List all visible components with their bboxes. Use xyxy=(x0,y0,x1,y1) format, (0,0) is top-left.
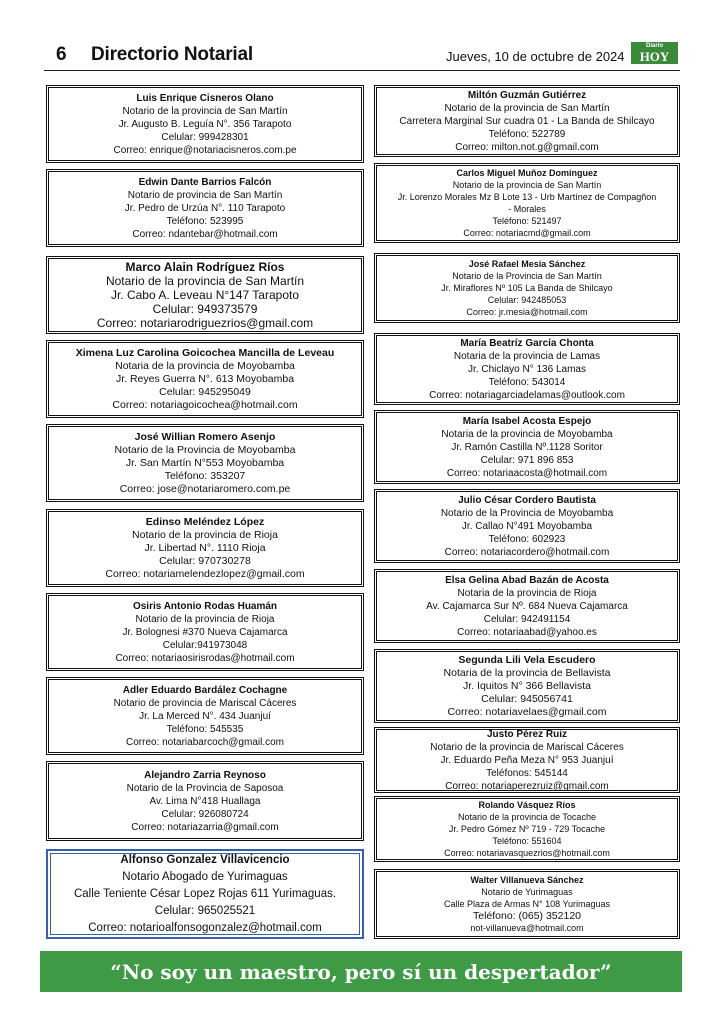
notary-phone: Celular: 949373579 xyxy=(152,302,258,316)
notary-phone: Celular: 926080724 xyxy=(161,808,249,820)
notary-phone: Celular: 945056741 xyxy=(481,692,573,705)
notary-title: Notaria de la provincia de Rioja xyxy=(457,587,597,599)
notary-title: Notario de la provincia de Rioja xyxy=(132,528,278,541)
notary-card xyxy=(46,509,364,587)
notary-address: Jr. Pedro Gómez Nº 719 - 729 Tocache xyxy=(448,824,606,834)
notary-title: Notario de Yurimaguas xyxy=(481,887,573,897)
notary-title: Notaria de la provincia de Bellavista xyxy=(443,666,611,679)
notary-address: Jr. Libertad N°. 1110 Rioja xyxy=(144,541,266,554)
notary-title: Notario de la provincia de Tocache xyxy=(458,812,596,822)
notary-name: José Willian Romero Asenjo xyxy=(134,430,276,443)
notary-name: Walter Villanueva Sánchez xyxy=(470,875,584,885)
notary-title: Notario Abogado de Yurimaguas xyxy=(122,870,288,883)
notary-name: Carlos Miguel Muñoz Domínguez xyxy=(456,168,598,178)
notary-name: Miltón Guzmán Gutiérrez xyxy=(467,89,587,101)
notary-name: Adler Eduardo Bardález Cochagne xyxy=(122,684,288,696)
notary-email: Correo: notariazarria@gmail.com xyxy=(131,821,279,833)
notary-email: Correo: jr.mesia@hotmail.com xyxy=(466,307,588,317)
notary-address: Jr. Pedro de Urzúa N°. 110 Tarapoto xyxy=(124,202,286,214)
notary-email: Correo: notariagarciadelamas@outlook.com xyxy=(429,389,625,401)
notary-title: Notario de provincia de Mariscal Cáceres xyxy=(113,697,297,709)
notary-phone: Celular: 945295049 xyxy=(159,385,251,398)
notary-name: José Rafael Mesía Sánchez xyxy=(468,259,586,269)
newspaper-logo xyxy=(631,42,678,64)
notary-card xyxy=(374,253,680,323)
notary-name: Julio César Cordero Bautista xyxy=(458,494,596,506)
notary-phone: Celular: 942491154 xyxy=(483,613,571,625)
notary-card xyxy=(374,649,680,723)
notary-card xyxy=(46,256,364,334)
notary-name: Justo Pérez Ruiz xyxy=(486,728,568,740)
notary-email: Correo: notariacmd@gmail.com xyxy=(463,228,591,238)
notary-title: Notario de la provincia de San Martín xyxy=(444,102,610,114)
notary-name: Ximena Luz Carolina Goicochea Mancilla de Leveau xyxy=(75,346,335,359)
notary-card xyxy=(46,593,364,671)
notary-phone: Celular: 942485053 xyxy=(487,295,567,305)
notary-address: Jr. Miraflores Nº 105 La Banda de Shilcayo xyxy=(441,283,613,293)
notary-phone: Celular: 965025521 xyxy=(154,904,256,917)
notary-title: Notaria de la provincia de Moyobamba xyxy=(441,428,613,440)
notary-address: Av. Lima N°418 Huallaga xyxy=(149,795,261,807)
notary-email: Correo: notariaabad@yahoo.es xyxy=(457,626,597,638)
notary-email: not-villanueva@hotmail.com xyxy=(470,923,584,933)
notary-address: Av. Cajamarca Sur Nº. 684 Nueva Cajamarca xyxy=(426,600,628,612)
notary-name: Rolando Vásquez Ríos xyxy=(478,800,576,810)
notary-phone: Teléfono: 521497 xyxy=(492,216,562,226)
notary-address: Jr. Chiclayo N° 136 Lamas xyxy=(468,363,586,375)
notary-title: Notario de la provincia de Mariscal Cáceres xyxy=(430,741,624,753)
notary-card xyxy=(374,869,680,939)
notary-title: Notario de provincia de San Martín xyxy=(127,189,283,201)
notary-email: Correo: notariaosirisrodas@hotmail.com xyxy=(115,652,295,664)
notary-address: Calle Plaza de Armas N° 108 Yurimaguas xyxy=(443,899,611,909)
notary-email: Correo: ndantebar@hotmail.com xyxy=(132,228,278,240)
notary-phone: Teléfono: 602923 xyxy=(488,533,566,545)
notary-card xyxy=(374,85,680,157)
notary-phone: Teléfono: 523995 xyxy=(166,215,244,227)
notary-email: Correo: notariavelaes@gmail.com xyxy=(447,705,607,718)
footer-quote-banner xyxy=(40,951,682,992)
notary-card xyxy=(46,677,364,755)
notary-card xyxy=(374,489,680,563)
notary-name: Edwin Dante Barrios Falcón xyxy=(138,176,272,188)
logo-big-text: HOY xyxy=(639,49,670,64)
notary-title: Notaria de la provincia de Moyobamba xyxy=(115,359,295,372)
notary-phone: Teléfono: 551604 xyxy=(492,836,562,846)
notary-title: Notario de la provincia de San Martín xyxy=(105,274,305,288)
notary-title: Notario de la Provincia de Moyobamba xyxy=(440,507,614,519)
notary-address: Jr. San Martín N°553 Moyobamba xyxy=(125,456,285,469)
notary-name: Marco Alain Rodríguez Ríos xyxy=(125,260,285,274)
notary-email: Correo: notariagoicochea@hotmail.com xyxy=(112,398,298,411)
notary-title: Notaria de la provincia de Lamas xyxy=(453,350,601,362)
notary-card xyxy=(46,340,364,418)
notary-name: Luis Enrique Cisneros Olano xyxy=(136,92,274,104)
notary-email: Correo: notariaacosta@hotmail.com xyxy=(446,467,608,479)
notary-card xyxy=(46,424,364,502)
notary-name: María Isabel Acosta Espejo xyxy=(462,415,592,427)
notary-name: María Beatríz García Chonta xyxy=(460,337,594,349)
notary-card xyxy=(46,169,364,247)
notary-phone: Teléfono: (065) 352120 xyxy=(473,910,581,922)
notary-phone: Celular: 971 896 853 xyxy=(480,454,574,466)
notary-name: Alfonso Gonzalez Villavicencio xyxy=(120,853,290,866)
notary-title: Notario de la provincia de San Martín xyxy=(122,105,288,117)
notary-address: Jr. Augusto B. Leguía N°. 356 Tarapoto xyxy=(118,118,292,130)
notary-name: Osiris Antonio Rodas Huamán xyxy=(132,600,278,612)
notary-phone: Celular: 970730278 xyxy=(159,554,251,567)
notary-email: Correo: notariaperezruiz@gmail.com xyxy=(445,780,609,792)
notary-title: Notario de la Provincia de San Martín xyxy=(452,271,602,281)
notary-address: Jr. Eduardo Peña Meza N° 953 Juanjuí xyxy=(440,754,614,766)
notary-name: Segunda Lili Vela Escudero xyxy=(458,653,596,666)
notary-email: Correo: notariavasquezrios@hotmail.com xyxy=(444,848,610,858)
notary-email: Correo: notariamelendezlopez@gmail.com xyxy=(105,567,305,580)
notary-card xyxy=(46,761,364,841)
notary-address-cont: - Morales xyxy=(508,204,546,214)
notary-name: Elsa Gelina Abad Bazán de Acosta xyxy=(445,574,609,586)
notary-email: Correo: notariarodriguezrios@gmail.com xyxy=(96,316,314,330)
notary-email: Correo: jose@notariaromero.com.pe xyxy=(119,482,291,495)
notary-title: Notario de la provincia de Rioja xyxy=(135,613,275,625)
notary-address: Jr. Callao N°491 Moyobamba xyxy=(461,520,593,532)
notary-phone: Teléfono: 522789 xyxy=(488,128,566,140)
section-title: Directorio Notarial xyxy=(91,44,253,65)
notary-card xyxy=(374,569,680,643)
notary-title: Notario de la Provincia de Saposoa xyxy=(126,782,284,794)
notary-phone: Teléfono: 543014 xyxy=(488,376,566,388)
notary-address: Calle Teniente César Lopez Rojas 611 Yurimaguas. xyxy=(73,887,337,900)
notary-address: Jr. Bolognesi #370 Nueva Cajamarca xyxy=(122,626,288,638)
footer-quote: “No soy un maestro, pero sí un despertador” xyxy=(110,959,612,984)
notary-title: Notario de la provincia de San Martín xyxy=(452,180,602,190)
notary-name: Alejandro Zarria Reynoso xyxy=(144,769,266,781)
notary-card xyxy=(374,333,680,405)
notary-name: Edinso Meléndez López xyxy=(145,515,265,528)
notary-phone: Teléfonos: 545144 xyxy=(486,767,568,779)
notary-phone: Celular: 999428301 xyxy=(161,131,249,143)
notary-card xyxy=(46,85,364,163)
notary-email: Correo: milton.not.g@gmail.com xyxy=(455,141,599,153)
issue-date: Jueves, 10 de octubre de 2024 xyxy=(446,49,625,64)
notary-email: Correo: notariacordero@hotmail.com xyxy=(444,546,610,558)
notary-address: Jr. Lorenzo Morales Mz B Lote 13 - Urb Martínez de Compagñon xyxy=(397,192,657,202)
notary-email: Correo: notarioalfonsogonzalez@hotmail.com xyxy=(88,921,322,934)
notary-title: Notario de la Provincia de Moyobamba xyxy=(114,443,296,456)
notary-card xyxy=(374,796,680,862)
notary-card xyxy=(374,727,680,793)
notary-address: Jr. La Merced N°. 434 Juanjuí xyxy=(139,710,271,722)
notary-card-featured xyxy=(46,849,364,939)
page-header xyxy=(0,0,723,72)
notary-email: Correo: enrique@notariacisneros.com.pe xyxy=(113,144,297,156)
notary-address: Carretera Marginal Sur cuadra 01 - La Banda de Shilcayo xyxy=(399,115,655,127)
notary-card xyxy=(374,163,680,243)
notary-address: Jr. Ramón Castilla Nº.1128 Soritor xyxy=(451,441,603,453)
notary-email: Correo: notariabarcoch@gmail.com xyxy=(126,736,284,748)
notary-address: Jr. Reyes Guerra N°. 613 Moyobamba xyxy=(115,372,295,385)
notary-phone: Teléfono: 545535 xyxy=(166,723,244,735)
notary-card xyxy=(374,410,680,484)
notary-phone: Celular:941973048 xyxy=(162,639,248,651)
page-number: 6 xyxy=(56,44,67,65)
notary-phone: Teléfono: 353207 xyxy=(164,469,246,482)
header-divider xyxy=(44,70,680,71)
notary-address: Jr. Cabo A. Leveau N°147 Tarapoto xyxy=(110,288,300,302)
logo-small-text: Diario xyxy=(645,43,663,49)
notary-address: Jr. Iquitos N° 366 Bellavista xyxy=(463,679,591,692)
